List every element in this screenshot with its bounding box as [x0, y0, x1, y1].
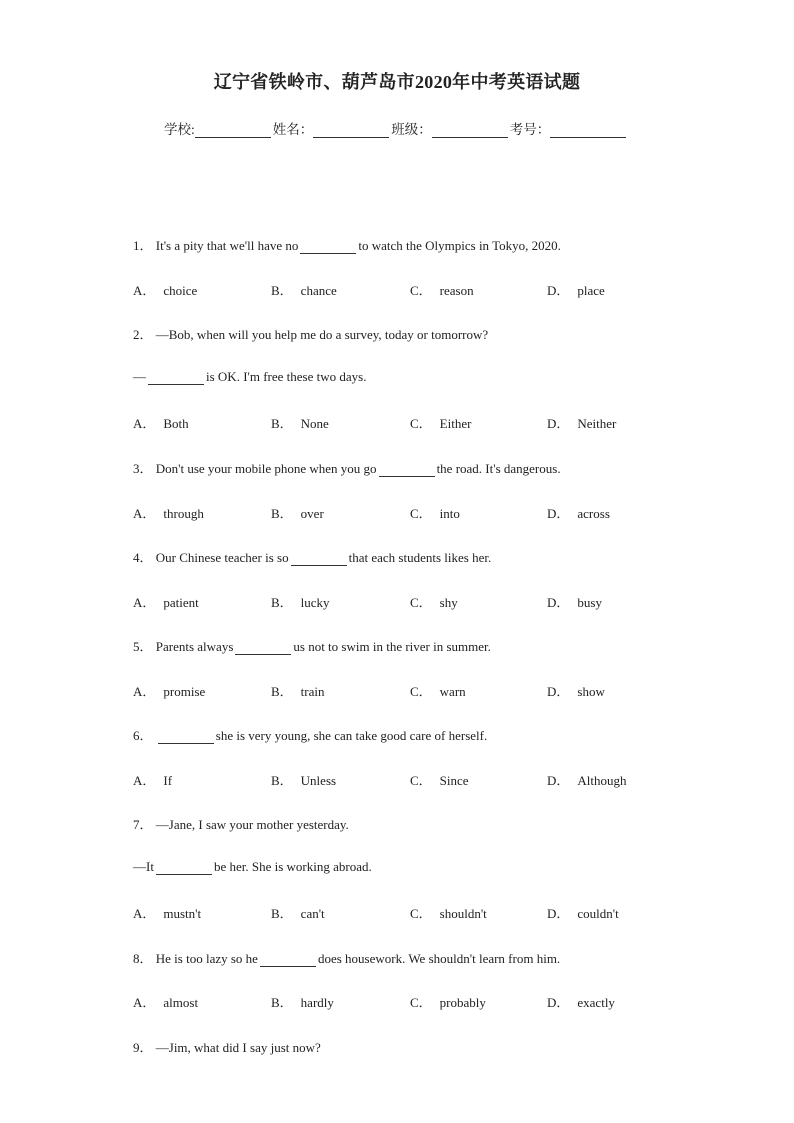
question-text: He is too lazy so he — [155, 951, 258, 966]
question-text: does housework. We shouldn't learn from him. — [317, 951, 561, 966]
answer-blank — [158, 731, 214, 744]
question-number: 2． — [133, 327, 153, 342]
answer-blank — [235, 642, 291, 655]
question-text: to watch the Olympics in Tokyo, 2020. — [358, 238, 561, 253]
option-d[interactable]: D． busy — [547, 595, 602, 610]
question-text: Don't use your mobile phone when you go — [155, 461, 377, 476]
option-b[interactable]: B． hardly — [271, 995, 334, 1010]
option-b[interactable]: B． train — [271, 684, 325, 699]
option-b[interactable]: B． can't — [271, 906, 325, 921]
question-number: 3． — [133, 461, 153, 476]
option-d[interactable]: D． across — [547, 506, 610, 521]
option-d[interactable]: D． show — [547, 684, 605, 699]
option-a[interactable]: A． mustn't — [133, 906, 202, 921]
option-c[interactable]: C． Since — [410, 773, 469, 788]
school-blank[interactable] — [195, 123, 271, 138]
answer-blank — [291, 553, 347, 566]
question-text: —Jane, I saw your mother yesterday. — [155, 817, 349, 832]
option-a[interactable]: A． Both — [133, 416, 189, 431]
question-number: 7． — [133, 817, 153, 832]
option-d[interactable]: D． Although — [547, 773, 627, 788]
options-6 — [133, 770, 693, 786]
option-c[interactable]: C． reason — [410, 283, 474, 298]
answer-blank — [148, 372, 204, 385]
question-number: 1． — [133, 238, 153, 253]
option-c[interactable]: C． shy — [410, 595, 458, 610]
name-blank[interactable] — [313, 123, 389, 138]
question-4 — [133, 547, 491, 566]
student-info-line — [164, 118, 628, 138]
question-number: 4． — [133, 550, 153, 565]
option-d[interactable]: D． place — [547, 283, 605, 298]
option-a[interactable]: A． almost — [133, 995, 199, 1010]
question-number: 6． — [133, 728, 153, 743]
question-number: 5． — [133, 639, 153, 654]
question-text: —Bob, when will you help me do a survey, today or tomorrow? — [155, 327, 489, 342]
option-c[interactable]: C． Either — [410, 416, 472, 431]
option-c[interactable]: C． probably — [410, 995, 486, 1010]
school-label: 学校: — [164, 122, 195, 137]
class-label: 班级： — [391, 122, 432, 137]
option-c[interactable]: C． into — [410, 506, 460, 521]
option-b[interactable]: B． over — [271, 506, 324, 521]
question-text: Parents always — [155, 639, 234, 654]
option-d[interactable]: D． Neither — [547, 416, 617, 431]
question-text: the road. It's dangerous. — [436, 461, 561, 476]
question-number: 8． — [133, 951, 153, 966]
question-text: is OK. I'm free these two days. — [206, 369, 367, 384]
options-4 — [133, 592, 693, 608]
options-5 — [133, 681, 693, 697]
question-2 — [133, 324, 488, 343]
option-c[interactable]: C． shouldn't — [410, 906, 487, 921]
question-8 — [133, 948, 560, 967]
question-6 — [133, 725, 487, 744]
question-text: —Jim, what did I say just now? — [155, 1040, 321, 1055]
exam-no-blank[interactable] — [550, 123, 626, 138]
class-blank[interactable] — [432, 123, 508, 138]
option-a[interactable]: A． If — [133, 773, 173, 788]
option-b[interactable]: B． lucky — [271, 595, 330, 610]
exam-no-label: 考号： — [509, 122, 551, 137]
option-a[interactable]: A． choice — [133, 283, 198, 298]
option-b[interactable]: B． Unless — [271, 773, 337, 788]
question-1 — [133, 235, 561, 254]
question-text: us not to swim in the river in summer. — [293, 639, 491, 654]
option-a[interactable]: A． patient — [133, 595, 199, 610]
option-b[interactable]: B． None — [271, 416, 329, 431]
options-1 — [133, 280, 693, 296]
exam-title: 辽宁省铁岭市、葫芦岛市2020年中考英语试题 — [213, 72, 581, 92]
option-d[interactable]: D． couldn't — [547, 906, 619, 921]
question-text: she is very young, she can take good care of herself. — [215, 728, 488, 743]
option-b[interactable]: B． chance — [271, 283, 337, 298]
options-7 — [133, 903, 693, 919]
option-c[interactable]: C． warn — [410, 684, 466, 699]
question-7-reply — [133, 859, 372, 875]
question-number: 9． — [133, 1040, 153, 1055]
question-5 — [133, 636, 491, 655]
option-d[interactable]: D． exactly — [547, 995, 615, 1010]
question-text: that each students likes her. — [348, 550, 492, 565]
answer-blank — [300, 241, 356, 254]
option-a[interactable]: A． through — [133, 506, 204, 521]
question-text: —It — [133, 859, 154, 874]
answer-blank — [260, 954, 316, 967]
options-3 — [133, 503, 693, 519]
options-2 — [133, 413, 693, 429]
question-text: Our Chinese teacher is so — [155, 550, 289, 565]
answer-blank — [379, 464, 435, 477]
options-8 — [133, 992, 693, 1008]
question-2-reply — [133, 369, 366, 385]
name-label: 姓名： — [272, 122, 314, 137]
question-text: It's a pity that we'll have no — [155, 238, 299, 253]
question-9 — [133, 1037, 321, 1056]
question-text: be her. She is working abroad. — [213, 859, 372, 874]
question-3 — [133, 458, 561, 477]
question-text: — — [133, 369, 146, 384]
option-a[interactable]: A． promise — [133, 684, 206, 699]
question-7 — [133, 814, 349, 833]
answer-blank — [156, 862, 212, 875]
